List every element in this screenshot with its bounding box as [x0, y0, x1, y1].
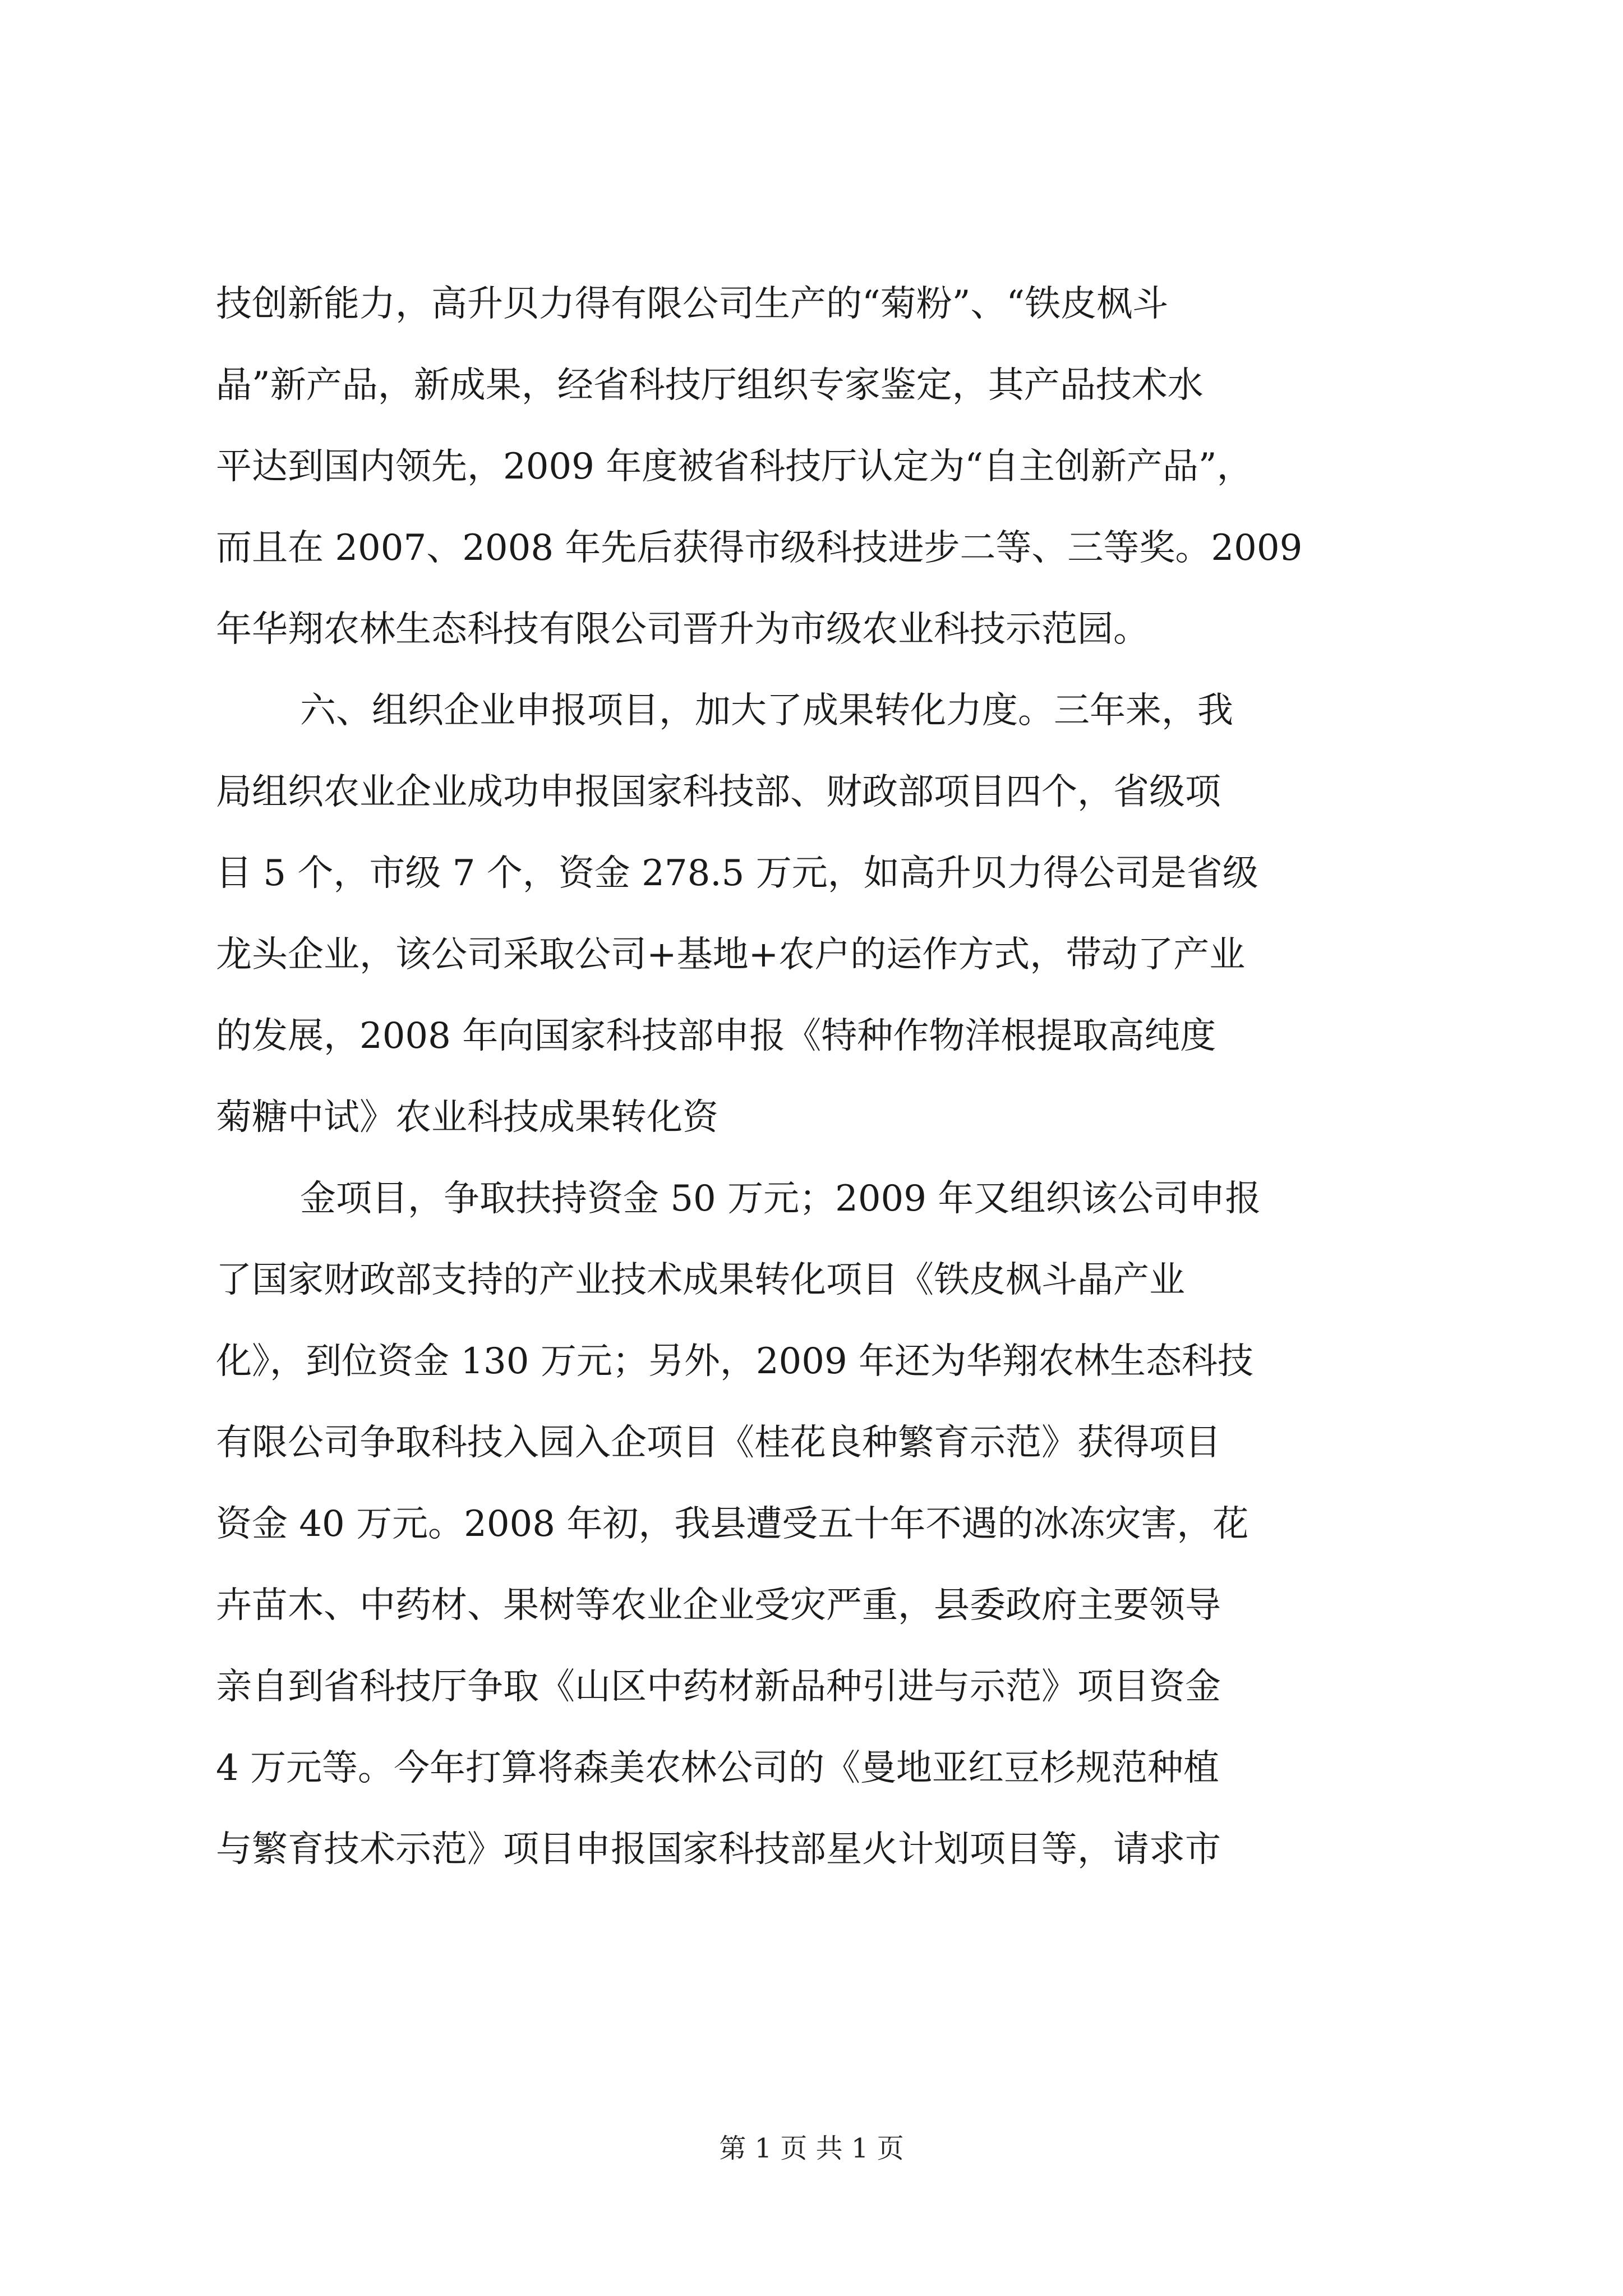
text-line: 晶”新产品，新成果，经省科技厅组织专家鉴定，其产品技术水 — [216, 365, 1204, 406]
page-footer — [0, 2132, 1623, 2165]
paragraph-start-line: 金项目，争取扶持资金 50 万元；2009 年又组织该公司申报 — [300, 1178, 1261, 1220]
text-line: 平达到国内领先，2009 年度被省科技厅认定为“自主创新产品”， — [216, 446, 1253, 487]
text-line: 卉苗木、中药材、果树等农业企业受灾严重，县委政府主要领导 — [216, 1585, 1221, 1626]
text-line: 菊糖中试》农业科技成果转化资 — [216, 1097, 718, 1138]
text-line: 技创新能力，高升贝力得有限公司生产的“菊粉”、“铁皮枫斗 — [216, 283, 1169, 325]
text-line: 了国家财政部支持的产业技术成果转化项目《铁皮枫斗晶产业 — [216, 1259, 1185, 1301]
text-line: 而且在 2007、2008 年先后获得市级科技进步二等、三等奖。2009 — [216, 527, 1303, 569]
page-number-label: 第 1 页 共 1 页 — [719, 2133, 904, 2164]
text-line: 资金 40 万元。2008 年初，我县遭受五十年不遇的冰冻灾害，花 — [216, 1503, 1249, 1545]
text-line: 目 5 个，市级 7 个，资金 278.5 万元，如高升贝力得公司是省级 — [216, 853, 1258, 894]
text-line: 化》，到位资金 130 万元；另外，2009 年还为华翔农林生态科技 — [216, 1341, 1254, 1382]
paragraph-start-line: 六、组织企业申报项目，加大了成果转化力度。三年来，我 — [300, 690, 1233, 731]
document-body — [216, 264, 1450, 1890]
text-line: 有限公司争取科技入园入企项目《桂花良种繁育示范》获得项目 — [216, 1422, 1221, 1464]
text-line: 与繁育技术示范》项目申报国家科技部星火计划项目等，请求市 — [216, 1829, 1221, 1870]
text-line: 的发展，2008 年向国家科技部申报《特种作物洋根提取高纯度 — [216, 1015, 1216, 1057]
text-line: 4 万元等。今年打算将森美农林公司的《曼地亚红豆杉规范种植 — [216, 1747, 1220, 1789]
text-line: 龙头企业，该公司采取公司+基地+农户的运作方式，带动了产业 — [216, 934, 1246, 976]
text-line: 局组织农业企业成功申报国家科技部、财政部项目四个，省级项 — [216, 771, 1221, 813]
text-line: 亲自到省科技厅争取《山区中药材新品种引进与示范》项目资金 — [216, 1666, 1221, 1708]
text-line: 年华翔农林生态科技有限公司晋升为市级农业科技示范园。 — [216, 609, 1149, 650]
